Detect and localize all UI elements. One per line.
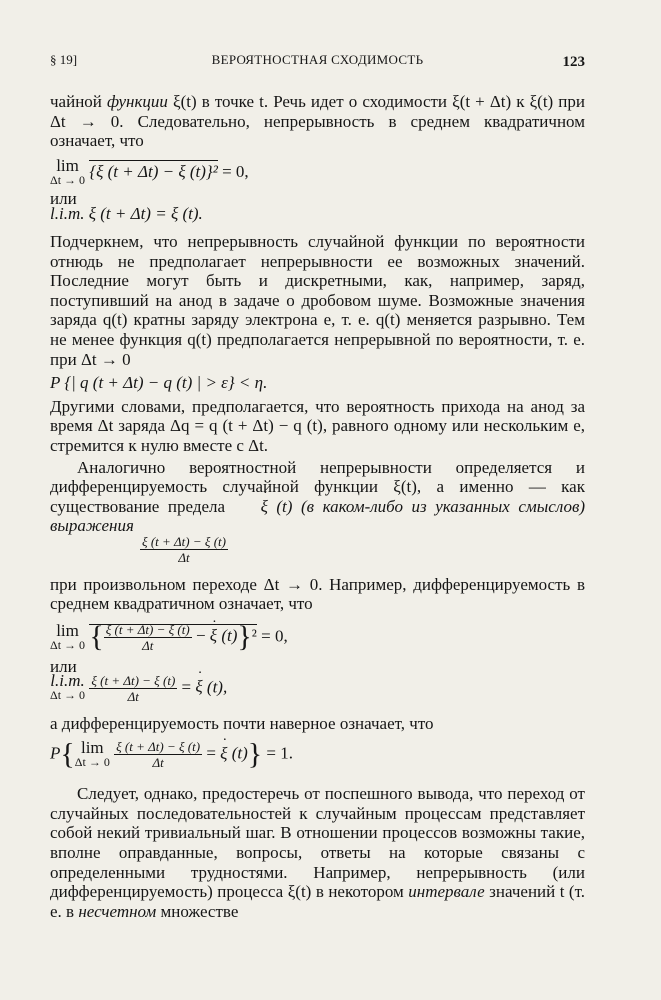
section-number: § 19] (50, 52, 78, 67)
paragraph-5: при произвольном переходе Δt → 0. Например, дифференцируемость в среднем квадратичном означает, что (50, 574, 585, 614)
formula-lim-continuity: l.i.m. ξ (t + Δt) = ξ (t). (50, 204, 203, 224)
formula-lim-derivative: l.i.m. Δt → 0 $\frac{\xi (t + \Delta t) - \xi (t)}{\Delta t}$ = ˙ ξ (t), (50, 673, 585, 704)
running-title: ВЕРОЯТНОСТНАЯ СХОДИМОСТЬ (211, 52, 424, 67)
paragraph-4: Аналогично вероятностной непрерывности определяется и дифференцируемость случайной функции ξ(t), а именно — как существование предела ˙ ξ (t) (в каком-либо из указанных смыслов) выражения (50, 458, 585, 536)
paragraph-2: Подчеркнем, что непрерывность случайной функции по вероятности отнюдь не предполагает непрерывности ее возможных значений. Последние могут быть и дискретными, как, например, заряд, поступивший на анод в задаче о дробовом шуме. Возможные значения заряда q(t) кратны заряду электрона e, т. е. q(t) меняется разрывно. Тем не менее функция q(t) предполагается непрерывной по вероятности, т. е. при Δt → 0 (50, 231, 585, 369)
running-header (50, 52, 585, 72)
formula-difference-quotient: $\frac{\xi (t + \Delta t) - \xi (t)}{\Delta t}$ (142, 533, 226, 565)
formula-probability-continuity: P {| q (t + Δt) − q (t) | > ε} < η. (50, 373, 268, 393)
label-or-2: или (50, 657, 77, 677)
formula-almost-sure-derivative: P{ lim Δt → 0 $\frac{\xi (t + \Delta t) - \xi (t)}{\Delta t}$ = ˙ ξ (t)} = 1. (50, 739, 585, 770)
body-text (50, 92, 585, 921)
paragraph-3: Другими словами, предполагается, что вероятность прихода на анод за время Δt заряда Δq = q (t + Δt) − q (t), равного одному или нескольким e, стремится к нулю вместе с Δt. (50, 396, 585, 455)
label-or-1: или (50, 188, 77, 208)
formula-mean-square-continuity: lim Δt → 0 {ξ (t + Δt) − ξ (t)}² = 0, (50, 155, 249, 187)
paragraph-6: а дифференцируемость почти наверное означает, что (50, 713, 434, 733)
paragraph-1: чайной функции ξ(t) в точке t. Речь идет о сходимости ξ(t + Δt) к ξ(t) при Δt → 0. Следовательно, непрерывность в среднем квадратичном означает, что (50, 92, 586, 151)
paragraph-7: Следует, однако, предостеречь от поспешного вывода, что переход от случайных последовательностей к случайным процессам представляет собой некий тривиальный шаг. В отношении процессов возможны такие, вполне оправданные, вопросы, ответы на которые связаны с определенными трудностями. Например, непрерывность (или дифференцируемость) процесса ξ(t) в некотором интервале значений t (т. е. в несчетном множестве (50, 784, 585, 921)
formula-mean-square-derivative: lim Δt → 0 { $\frac{\xi (t + \Delta t) - \xi (t)}{\Delta t}$ − ˙ ξ (t)}² = 0, (50, 622, 585, 653)
page-number: 123 (562, 54, 585, 70)
